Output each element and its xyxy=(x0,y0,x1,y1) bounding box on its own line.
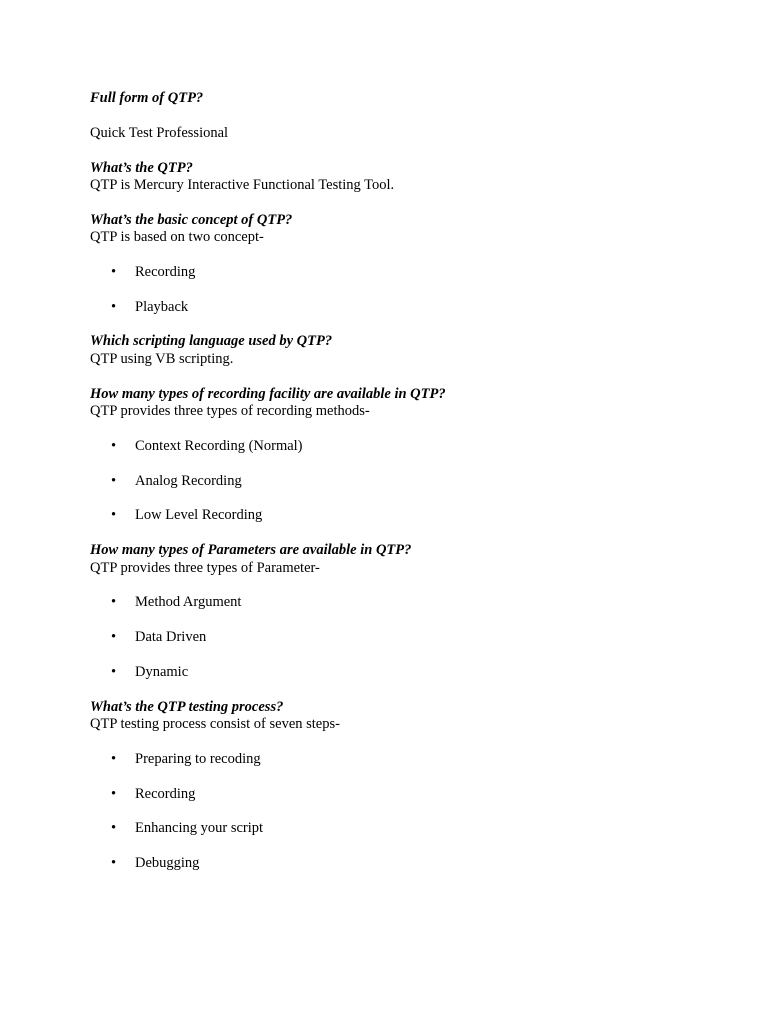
answer-text: QTP testing process consist of seven steps- xyxy=(90,716,340,733)
bullet-icon: • xyxy=(111,263,117,280)
list-item: • Enhancing your script xyxy=(111,820,264,837)
question-heading: Which scripting language used by QTP? xyxy=(90,333,333,350)
list-item: • Context Recording (Normal) xyxy=(111,437,303,454)
list-item: • Debugging xyxy=(111,855,200,872)
list-item: • Preparing to recoding xyxy=(111,750,261,767)
answer-text: QTP using VB scripting. xyxy=(90,350,234,367)
list-item: • Recording xyxy=(111,263,196,280)
answer-text: QTP provides three types of recording methods- xyxy=(90,403,370,420)
question-heading: What’s the QTP testing process? xyxy=(90,698,284,715)
list-item: • Method Argument xyxy=(111,594,242,611)
bullet-icon: • xyxy=(111,507,117,524)
list-item: • Low Level Recording xyxy=(111,507,263,524)
list-item: • Playback xyxy=(111,298,189,315)
list-item: • Data Driven xyxy=(111,629,207,646)
bullet-icon: • xyxy=(111,594,117,611)
answer-text: QTP is based on two concept- xyxy=(90,229,264,246)
bullet-icon: • xyxy=(111,663,117,680)
list-item: • Analog Recording xyxy=(111,472,242,489)
answer-text: QTP is Mercury Interactive Functional Testing Tool. xyxy=(90,176,395,193)
bullet-icon: • xyxy=(111,785,117,802)
question-heading: How many types of Parameters are available in QTP? xyxy=(90,542,412,559)
bullet-icon: • xyxy=(111,855,117,872)
bullet-icon: • xyxy=(111,298,117,315)
question-heading: Full form of QTP? xyxy=(90,90,204,106)
question-heading: What’s the QTP? xyxy=(90,159,193,176)
bullet-icon: • xyxy=(111,820,117,837)
bullet-icon: • xyxy=(111,629,117,646)
document-page xyxy=(90,90,710,873)
answer-text: QTP provides three types of Parameter- xyxy=(90,559,320,576)
question-heading: What’s the basic concept of QTP? xyxy=(90,211,293,228)
bullet-icon: • xyxy=(111,472,117,489)
question-heading: How many types of recording facility are available in QTP? xyxy=(90,385,446,402)
answer-text: Quick Test Professional xyxy=(90,124,229,141)
bullet-icon: • xyxy=(111,437,117,454)
list-item: • Dynamic xyxy=(111,663,189,680)
bullet-icon: • xyxy=(111,750,117,767)
list-item: • Recording xyxy=(111,785,196,802)
